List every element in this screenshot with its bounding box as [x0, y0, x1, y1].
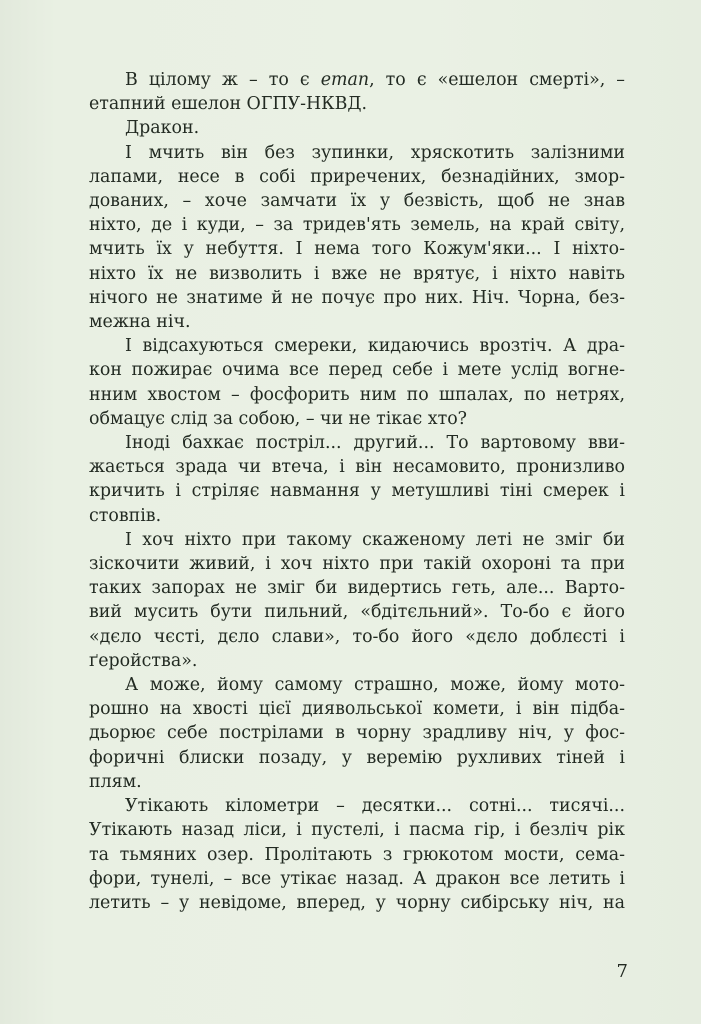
text-line: Іноді бахкає постріл... другий... То вартовому вви- — [125, 433, 625, 454]
text-line: та тьмяних озер. Пролітають з грюкотом мости, сема- — [89, 844, 625, 865]
text-line: мчить їх у небуття. І нема того Кожум'яки... І ніхто- — [89, 239, 625, 260]
text-line: І мчить він без зупинки, хряскотить залізними — [125, 142, 625, 163]
text-line: межна ніч. — [89, 312, 191, 333]
text-line: дованих, – хоче замчати їх у безвість, щоб не знав — [89, 191, 625, 212]
text-line: зіскочити живий, і хоч ніхто при такій охороні та при — [89, 554, 625, 575]
text-line: нним хвостом – фосфорить ним по шпалах, по нетрях, — [89, 384, 625, 405]
text-line: лапами, несе в собі приречених, безнадійних, змор- — [89, 166, 625, 187]
paragraph — [89, 116, 625, 140]
text-line: «дєло чєсті, дєло слави», то-бо його «дєло доблєсті і — [89, 626, 625, 647]
text-line: Утікають назад ліси, і пустелі, і пасма гір, і безліч рік — [89, 820, 625, 841]
emphasis: етап — [320, 70, 370, 90]
paragraph — [89, 673, 625, 794]
text-line: фори, тунелі, – все утікає назад. А дракон все летить і — [89, 868, 625, 889]
text-line: таких запорах не зміг би видертись геть, але... Варто- — [89, 578, 625, 599]
page-number: 7 — [616, 961, 628, 982]
text-line: кон пожирає очима все перед себе і мете услід вогне- — [89, 360, 625, 381]
text-line: Дракон. — [125, 118, 200, 139]
text-line: В цілому ж – то є етап, то є «ешелон смерті», – — [125, 70, 625, 90]
text-line: летить – у невідоме, вперед, у чорну сибірську ніч, на — [89, 892, 625, 913]
body-text — [89, 68, 625, 915]
text-line: плям. — [89, 771, 142, 792]
text-line: вий мусить бути пильний, «бдітєльний». То-бо є його — [89, 602, 625, 623]
text-line: нічого не знатиме й не почує про них. Ніч. Чорна, без- — [89, 287, 625, 308]
text-line: форичні блиски позаду, у веремію рухливих тіней і — [89, 747, 625, 768]
paragraph — [89, 334, 625, 431]
text-line: І хоч ніхто при такому скаженому леті не зміг би — [125, 529, 625, 550]
paragraph — [89, 68, 625, 116]
paragraph — [89, 141, 625, 335]
text-line: Утікають кілометри – десятки... сотні... тисячі... — [125, 796, 625, 817]
text-line: ґеройства». — [89, 650, 198, 671]
text-line: стовпів. — [89, 505, 162, 526]
text-line: обмацує слід за собою, – чи не тікає хто? — [89, 408, 467, 429]
text-line: ніхто їх не визволить і вже не врятує, і ніхто навіть — [89, 263, 625, 284]
text-line: кричить і стріляє навмання у метушливі тіні смерек і — [89, 481, 625, 502]
paragraph — [89, 528, 625, 673]
text-line: ніхто, де і куди, – за тридев'ять земель, на край світу, — [89, 215, 625, 236]
text-line: етапний ешелон ОГПУ-НКВД. — [89, 94, 368, 115]
text-line: рошно на хвості цієї диявольської комети, і він підба- — [89, 699, 625, 720]
paragraph — [89, 794, 625, 915]
paragraph — [89, 431, 625, 528]
text-line: А може, йому самому страшно, може, йому мото- — [125, 675, 625, 696]
text-line: І відсахуються смереки, кидаючись врозтіч. А дра- — [125, 336, 625, 357]
text-line: жається зрада чи втеча, і він несамовито, пронизливо — [89, 457, 625, 478]
text-line: дьорює себе пострілами в чорну зрадливу ніч, у фос- — [89, 723, 625, 744]
